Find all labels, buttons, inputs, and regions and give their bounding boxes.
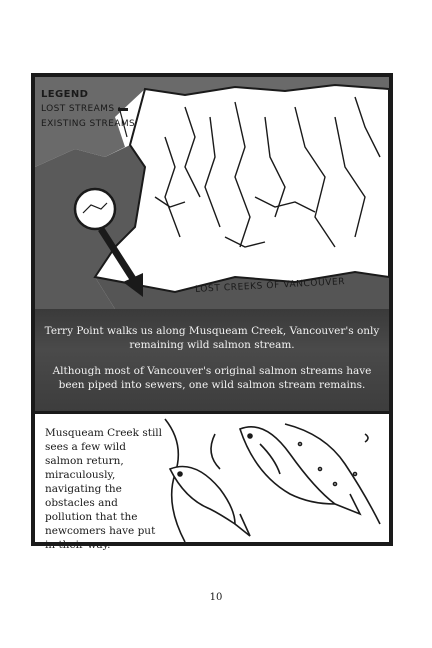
legend-row-lost: [41, 102, 135, 117]
narration-paragraph-2: Although most of Vancouver's original salmon streams have been piped into sewers, one wild salmon stream remains.: [52, 365, 372, 391]
legend-title: LEGEND: [41, 89, 89, 100]
salmon-panel: [35, 414, 389, 551]
legend-lost-swatch: [118, 108, 128, 111]
narration-band: [35, 309, 389, 411]
map-panel: [35, 77, 389, 309]
narration-paragraph-1: Terry Point walks us along Musqueam Creek, Vancouver's only remaining wild salmon stream.: [44, 325, 380, 351]
salmon-right: [240, 427, 335, 504]
comic-frame: [31, 73, 393, 551]
legend-lost-label: LOST STREAMS: [41, 104, 115, 114]
map-title-label: LOST CREEKS OF VANCOUVER: [194, 277, 346, 295]
location-circle: [75, 189, 115, 229]
page-number: 10: [209, 592, 223, 603]
map-legend: [41, 87, 135, 132]
legend-row-existing: [41, 117, 135, 132]
salmon-caption: Musqueam Creek still sees a few wild salmon return, miraculously, navigating the obstacles and pollution that the newcomers have put in their way.: [45, 427, 163, 551]
legend-existing-label: EXISTING STREAMS: [41, 119, 136, 129]
